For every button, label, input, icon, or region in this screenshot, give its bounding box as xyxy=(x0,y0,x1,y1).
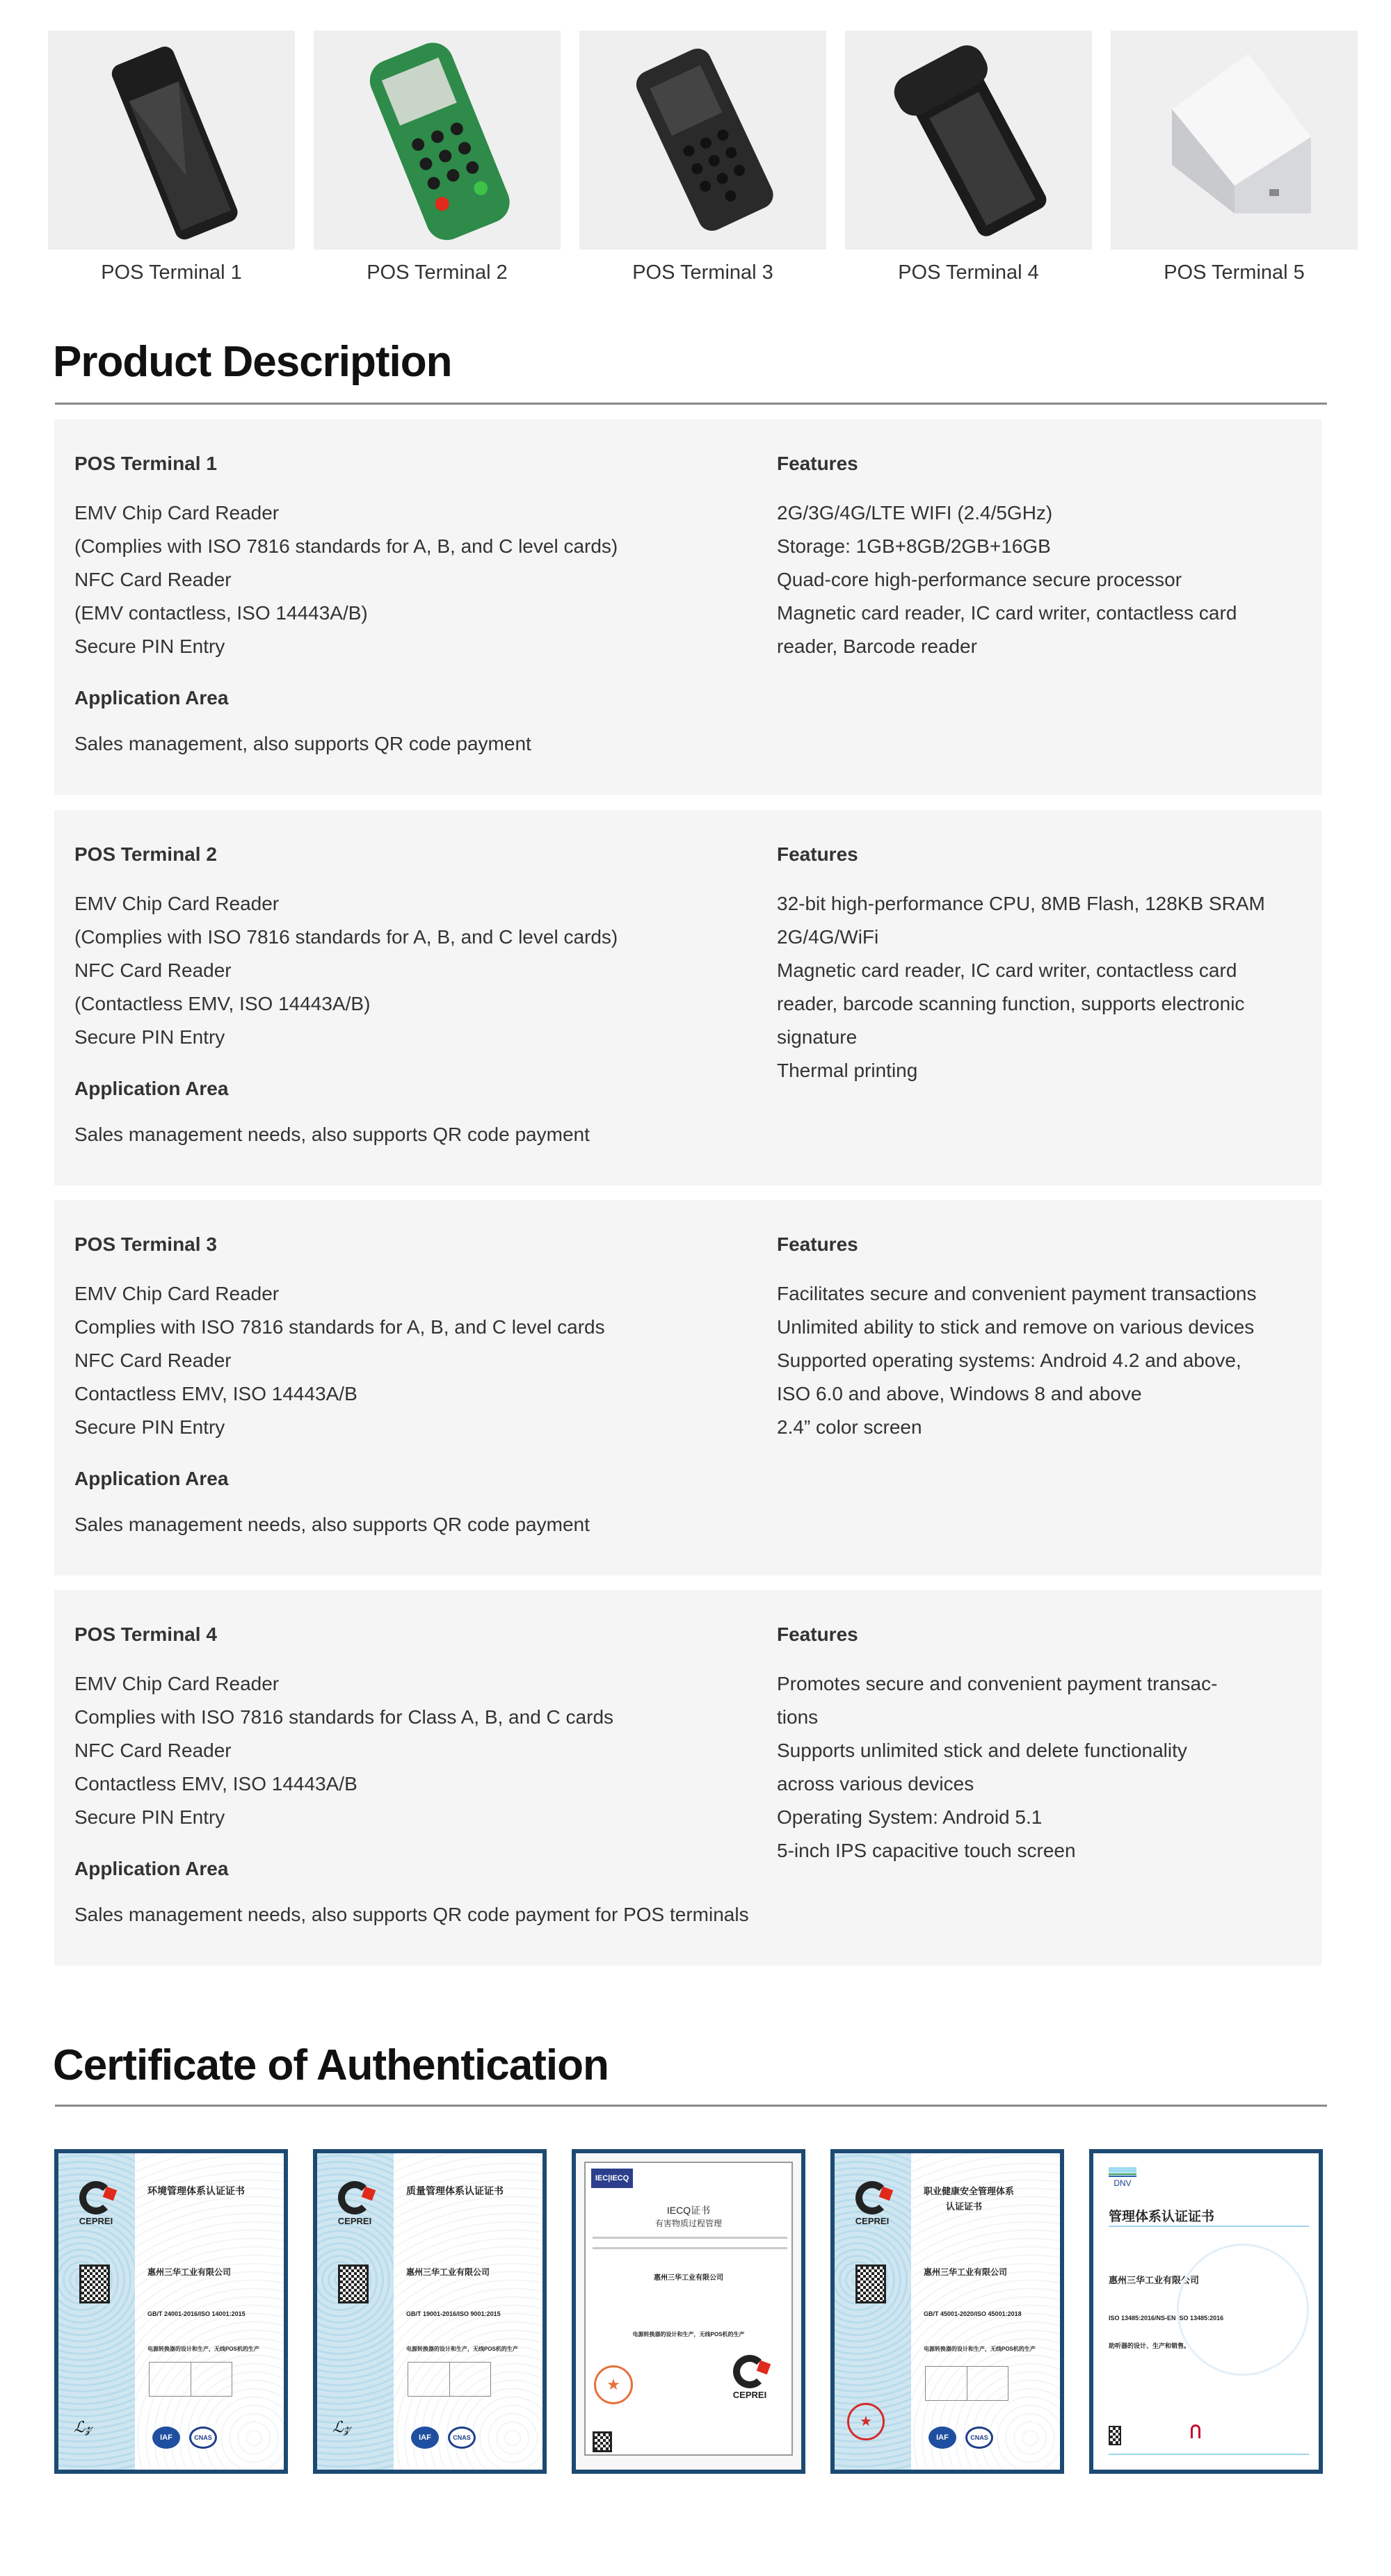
qr-code-icon xyxy=(79,2265,110,2303)
certificate-heading: Certificate of Authentication xyxy=(53,2041,609,2089)
certificate-subtitle: 有害物质过程管理 xyxy=(654,2219,722,2228)
white-box-card-reader-image[interactable] xyxy=(1111,31,1358,250)
product-card-3 xyxy=(54,1200,1321,1575)
application-area-heading: Application Area xyxy=(74,1858,229,1879)
spec-line: (Complies with ISO 7816 standards for A, B, and C level cards) xyxy=(74,926,618,948)
product-description-heading: Product Description xyxy=(53,338,452,386)
red-seal-icon: ★ xyxy=(594,2365,633,2404)
feature-line: Magnetic card reader, IC card writer, contactless card xyxy=(777,602,1237,624)
feature-line: Quad-core high-performance secure processor xyxy=(777,569,1182,590)
certificate-company: 惠州三华工业有限公司 xyxy=(147,2267,232,2277)
qr-code-icon xyxy=(593,2431,612,2452)
application-area-text: Sales management, also supports QR code payment xyxy=(74,733,531,754)
feature-line: 5-inch IPS capacitive touch screen xyxy=(777,1840,1076,1861)
product-caption: POS Terminal 2 xyxy=(367,261,508,284)
feature-line: ISO 6.0 and above, Windows 8 and above xyxy=(777,1383,1142,1404)
spec-line: Secure PIN Entry xyxy=(74,635,225,657)
product-title: POS Terminal 2 xyxy=(74,843,217,865)
feature-line: Storage: 1GB+8GB/2GB+16GB xyxy=(777,535,1051,557)
feature-line: 2G/3G/4G/LTE WIFI (2.4/5GHz) xyxy=(777,502,1053,524)
product-caption: POS Terminal 1 xyxy=(101,261,242,284)
certificate-scope: 助听器的设计、生产和销售。 xyxy=(1109,2342,1191,2349)
certificate-standard: GB/T 24001-2016/ISO 14001:2015 xyxy=(147,2310,246,2317)
certificate-title: 质量管理体系认证证书 xyxy=(406,2185,504,2196)
certificate-iecq[interactable] xyxy=(572,2149,805,2474)
feature-line: signature xyxy=(777,1026,858,1048)
feature-line: Supports unlimited stick and delete functionality xyxy=(777,1740,1187,1761)
feature-line: Magnetic card reader, IC card writer, contactless card xyxy=(777,959,1237,981)
product-pos-terminal-1[interactable] xyxy=(48,31,295,284)
spec-line: (Complies with ISO 7816 standards for A, B, and C level cards) xyxy=(74,535,618,557)
ceprei-logo-icon: CEPREI xyxy=(729,2355,771,2400)
certificate-occupational-health[interactable] xyxy=(830,2149,1064,2474)
product-card-1 xyxy=(54,419,1321,795)
application-area-heading: Application Area xyxy=(74,687,229,708)
certificate-company: 惠州三华工业有限公司 xyxy=(406,2267,490,2277)
iecq-logo-icon: IEC|IECQ xyxy=(591,2169,633,2188)
accreditation-logo-icon xyxy=(1191,2424,1200,2438)
spec-line: EMV Chip Card Reader xyxy=(74,1283,280,1304)
certificate-company: 惠州三华工业有限公司 xyxy=(1109,2275,1200,2285)
certificate-company: 惠州三华工业有限公司 xyxy=(654,2274,723,2282)
spec-line: Complies with ISO 7816 standards for A, B, and C level cards xyxy=(74,1316,605,1338)
application-area-heading: Application Area xyxy=(74,1078,229,1099)
feature-line: reader, Barcode reader xyxy=(777,635,977,657)
product-pos-terminal-2[interactable] xyxy=(314,31,561,284)
certificate-standard: GB/T 45001-2020/ISO 45001:2018 xyxy=(924,2310,1022,2317)
feature-line: across various devices xyxy=(777,1773,974,1795)
product-pos-terminal-4[interactable] xyxy=(845,31,1092,284)
certificate-title: 职业健康安全管理体系 xyxy=(924,2186,1015,2196)
spec-line: NFC Card Reader xyxy=(74,1350,232,1371)
features-heading: Features xyxy=(777,453,858,474)
certificate-title: 管理体系认证证书 xyxy=(1109,2210,1215,2224)
black-smart-pos-terminal-image[interactable] xyxy=(48,31,295,250)
spec-line: EMV Chip Card Reader xyxy=(74,502,280,524)
green-keypad-pos-terminal-image[interactable] xyxy=(314,31,561,250)
certificate-standard: ISO 13485:2016/NS-EN ISO 13485:2016 xyxy=(1109,2315,1224,2322)
cnas-logo-icon: CNAS xyxy=(189,2427,217,2449)
divider xyxy=(55,403,1327,405)
application-area-text: Sales management needs, also supports QR code payment xyxy=(74,1514,590,1535)
signature-icon: ℒ𝓏 xyxy=(74,2419,93,2436)
features-heading: Features xyxy=(777,1623,858,1645)
divider xyxy=(55,2105,1327,2107)
feature-line: Supported operating systems: Android 4.2 and above, xyxy=(777,1350,1241,1371)
certificate-subtitle: 认证证书 xyxy=(946,2201,983,2212)
product-gallery xyxy=(48,31,1358,284)
spec-line: EMV Chip Card Reader xyxy=(74,893,280,914)
iaf-logo-icon: IAF xyxy=(411,2427,439,2449)
certificate-environmental[interactable] xyxy=(54,2149,288,2474)
cnas-logo-icon: CNAS xyxy=(448,2427,476,2449)
certificate-standard: GB/T 19001-2016/ISO 9001:2015 xyxy=(406,2310,501,2317)
certificate-quality[interactable] xyxy=(313,2149,547,2474)
iaf-logo-icon: IAF xyxy=(928,2427,956,2449)
signature-icon: ℒ𝓏 xyxy=(332,2419,351,2436)
ceprei-logo-icon: CEPREI xyxy=(334,2181,376,2226)
feature-line: reader, barcode scanning function, supports electronic xyxy=(777,993,1245,1014)
spec-line: Contactless EMV, ISO 14443A/B xyxy=(74,1773,357,1795)
certificate-title: 环境管理体系认证证书 xyxy=(147,2185,245,2196)
product-caption: POS Terminal 5 xyxy=(1164,261,1305,284)
spec-line: NFC Card Reader xyxy=(74,959,232,981)
spec-line: Secure PIN Entry xyxy=(74,1806,225,1828)
spec-line: Complies with ISO 7816 standards for Class A, B, and C cards xyxy=(74,1706,614,1728)
feature-line: Thermal printing xyxy=(777,1060,918,1081)
product-card-2 xyxy=(54,810,1321,1185)
features-heading: Features xyxy=(777,843,858,865)
spec-line: Secure PIN Entry xyxy=(74,1026,225,1048)
certificate-scope: 电源转换器的设计和生产，无线POS机的生产 xyxy=(406,2346,518,2352)
product-title: POS Terminal 3 xyxy=(74,1233,217,1255)
spec-line: Contactless EMV, ISO 14443A/B xyxy=(74,1383,357,1404)
certificate-title: IECQ证书 xyxy=(666,2205,711,2216)
qr-code-icon xyxy=(1109,2426,1121,2445)
feature-line: 2G/4G/WiFi xyxy=(777,926,879,948)
qr-code-icon xyxy=(338,2265,369,2303)
product-caption: POS Terminal 4 xyxy=(898,261,1039,284)
black-keypad-card-reader-image[interactable] xyxy=(579,31,826,250)
black-printer-pos-terminal-image[interactable] xyxy=(845,31,1092,250)
feature-line: Unlimited ability to stick and remove on various devices xyxy=(777,1316,1255,1338)
spec-line: NFC Card Reader xyxy=(74,1740,232,1761)
certificate-gallery xyxy=(54,2149,1323,2474)
product-caption: POS Terminal 3 xyxy=(632,261,773,284)
application-area-text: Sales management needs, also supports QR code payment xyxy=(74,1124,590,1145)
spec-line: (Contactless EMV, ISO 14443A/B) xyxy=(74,993,371,1014)
product-pos-terminal-5[interactable] xyxy=(1111,31,1358,284)
certificate-scope: 电源转换器的设计和生产，无线POS机的生产 xyxy=(924,2346,1036,2352)
certificate-company: 惠州三华工业有限公司 xyxy=(924,2267,1008,2277)
ceprei-logo-icon: CEPREI xyxy=(851,2181,893,2226)
qr-code-icon xyxy=(855,2265,886,2303)
feature-line: Facilitates secure and convenient payment transactions xyxy=(777,1283,1257,1304)
feature-line: tions xyxy=(777,1706,819,1728)
iaf-logo-icon: IAF xyxy=(152,2427,180,2449)
feature-line: 32-bit high-performance CPU, 8MB Flash, 128KB SRAM xyxy=(777,893,1265,914)
application-area-text: Sales management needs, also supports QR code payment for POS terminals xyxy=(74,1904,749,1925)
dnv-logo-icon: DNV xyxy=(1109,2167,1136,2188)
spec-line: NFC Card Reader xyxy=(74,569,232,590)
spec-line: EMV Chip Card Reader xyxy=(74,1673,280,1694)
product-card-4 xyxy=(54,1590,1321,1966)
features-heading: Features xyxy=(777,1233,858,1255)
application-area-heading: Application Area xyxy=(74,1468,229,1489)
certificate-dnv[interactable] xyxy=(1089,2149,1323,2474)
red-seal-icon: ★ xyxy=(847,2403,885,2440)
cnas-logo-icon: CNAS xyxy=(965,2427,993,2449)
ceprei-logo-icon: CEPREI xyxy=(75,2181,117,2226)
feature-line: Promotes secure and convenient payment transac- xyxy=(777,1673,1218,1694)
feature-line: Operating System: Android 5.1 xyxy=(777,1806,1043,1828)
certificate-scope: 电源转换器的设计和生产，无线POS机的生产 xyxy=(147,2346,259,2352)
certificate-scope: 电源转换器的设计和生产，无线POS机的生产 xyxy=(632,2331,745,2338)
spec-line: (EMV contactless, ISO 14443A/B) xyxy=(74,602,368,624)
product-pos-terminal-3[interactable] xyxy=(579,31,826,284)
feature-line: 2.4” color screen xyxy=(777,1416,922,1438)
product-title: POS Terminal 4 xyxy=(74,1623,217,1645)
spec-line: Secure PIN Entry xyxy=(74,1416,225,1438)
product-title: POS Terminal 1 xyxy=(74,453,217,474)
watermark-seal-icon xyxy=(1177,2244,1309,2376)
